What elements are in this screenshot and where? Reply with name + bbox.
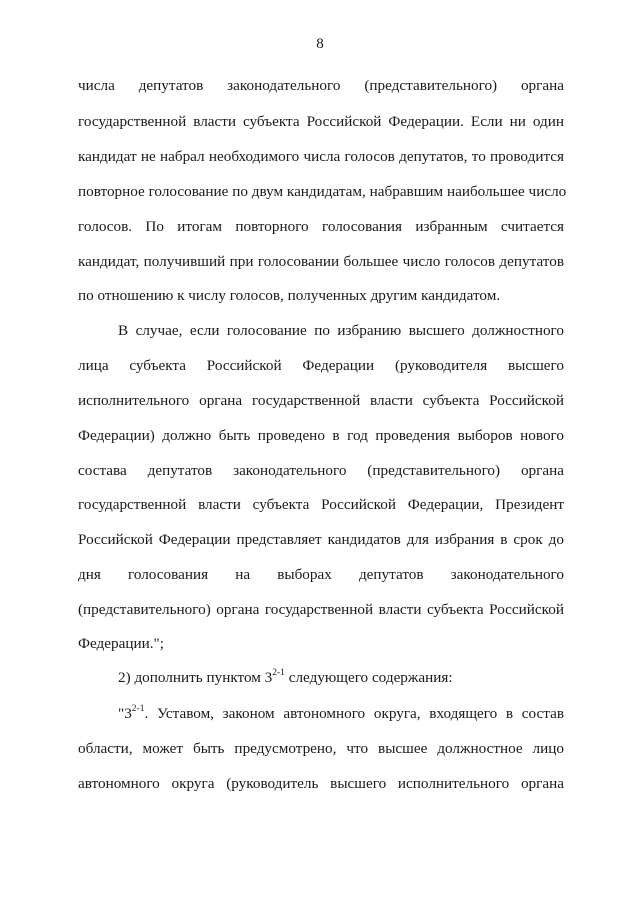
text-line: области, может быть предусмотрено, что высшее должностное лицо (78, 740, 564, 757)
text-line: лица субъекта Российской Федерации (руководителя высшего (78, 357, 564, 374)
text-line: исполнительного органа государственной власти субъекта Российской (78, 392, 564, 409)
superscript: 2-1 (272, 667, 285, 678)
text-run: "3 (118, 705, 132, 722)
text-line: повторное голосование по двум кандидатам, набравшим наибольшее число (78, 183, 567, 200)
text-line: государственной власти субъекта Российской Федерации. Если ни один (78, 113, 564, 130)
text-line: Федерации."; (78, 635, 164, 652)
text-line: кандидат не набрал необходимого числа голосов депутатов, то проводится (78, 148, 564, 165)
text-run: 2) дополнить пунктом 3 (118, 669, 273, 686)
text-line (118, 668, 564, 688)
text-line: В случае, если голосование по избранию высшего должностного (118, 322, 564, 339)
text-line: (представительного) органа государственной власти субъекта Российской (78, 601, 564, 618)
text-line: кандидат, получивший при голосовании большее число голосов депутатов (78, 253, 564, 270)
text-line: состава депутатов законодательного (представительного) органа (78, 462, 564, 479)
text-line: Российской Федерации представляет кандидатов для избрания в срок до (78, 531, 564, 548)
text-line: автономного округа (руководитель высшего исполнительного органа (78, 775, 564, 792)
text-run: следующего содержания: (284, 669, 453, 686)
page-number: 8 (316, 36, 324, 52)
text-line: по отношению к числу голосов, полученных другим кандидатом. (78, 287, 501, 304)
text-run: . Уставом, законом автономного округа, входящего в состав (144, 705, 564, 722)
text-line: государственной власти субъекта Российской Федерации, Президент (78, 496, 564, 513)
superscript: 2-1 (131, 703, 145, 714)
text-line: Федерации) должно быть проведено в год проведения выборов нового (78, 427, 564, 444)
text-line: дня голосования на выборах депутатов законодательного (78, 566, 564, 583)
text-line: числа депутатов законодательного (представительного) органа (78, 77, 564, 94)
text-line (118, 704, 564, 724)
text-line: голосов. По итогам повторного голосования избранным считается (78, 218, 564, 235)
